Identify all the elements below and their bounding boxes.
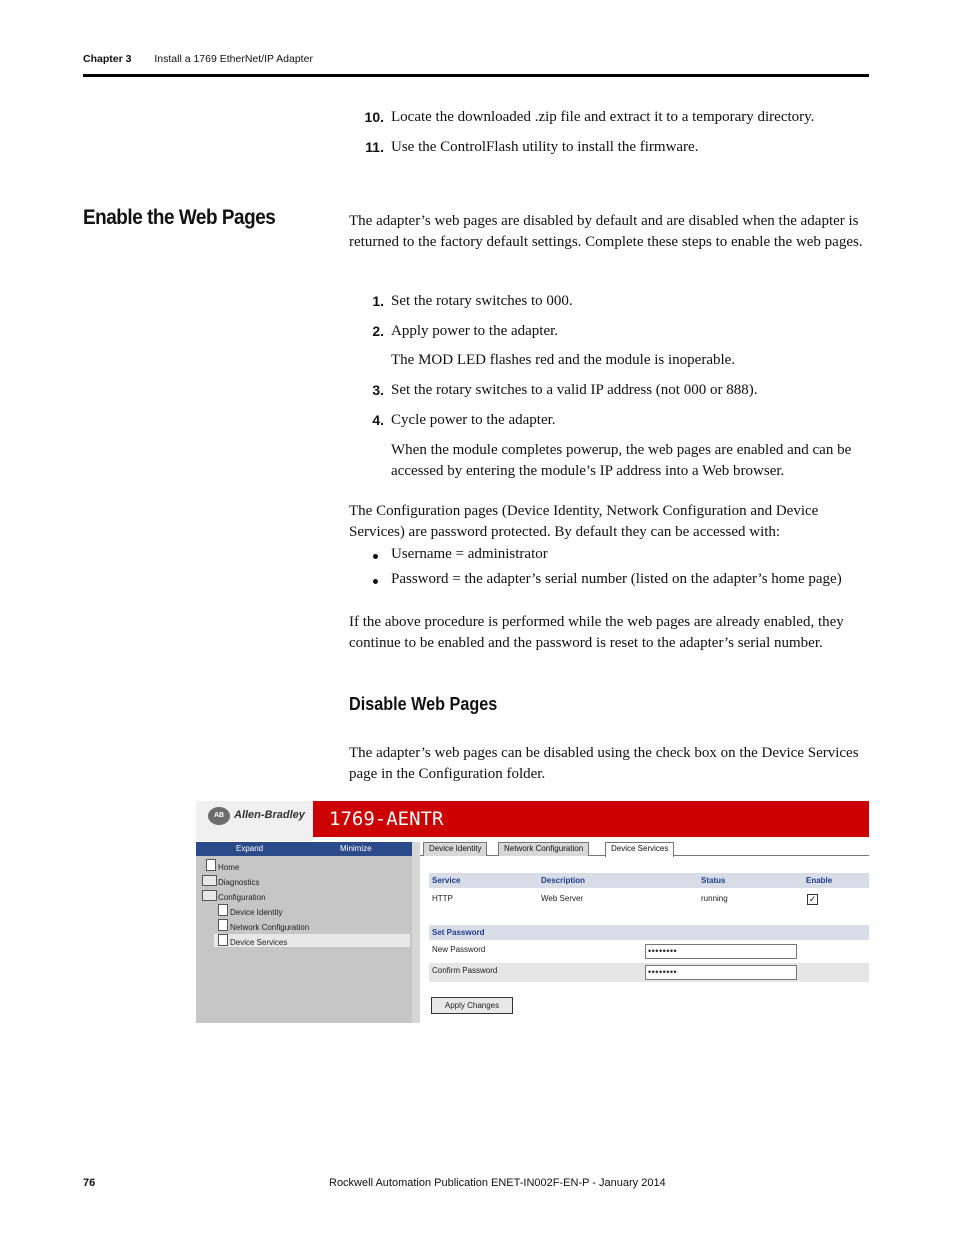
service-name: HTTP [432,894,453,903]
step-number: 1. [372,293,384,309]
publication-info: Rockwell Automation Publication ENET-IN002F-EN-P - January 2014 [329,1177,666,1189]
step-text: Locate the downloaded .zip file and extract it to a temporary directory. [391,109,815,125]
new-password-row [429,942,869,961]
step-number: 11. [365,139,384,155]
tab-device-identity[interactable]: Device Identity [423,842,487,856]
new-password-input[interactable]: •••••••• [645,944,797,959]
bullet-icon [373,579,378,584]
nav-controls [196,842,412,856]
chapter-label: Chapter 3 [83,53,132,65]
page-icon [218,919,228,931]
tab-network-configuration[interactable]: Network Configuration [498,842,589,856]
folder-icon [202,875,217,886]
tree-device-services[interactable]: Device Services [230,938,288,947]
product-title-bar [313,801,869,837]
sidebar-divider [412,842,420,1023]
confirm-password-input[interactable]: •••••••• [645,965,797,980]
col-enable: Enable [806,876,833,885]
step-note: The MOD LED flashes red and the module is inoperable. [391,352,736,368]
enable-checkbox[interactable]: ✓ [808,894,817,904]
service-description: Web Server [541,894,584,903]
tab-device-services[interactable]: Device Services [605,842,674,857]
step-text: Use the ControlFlash utility to install the firmware. [391,139,699,155]
section-title: Enable the Web Pages [83,206,276,229]
page-icon [218,934,228,946]
ab-logo-icon: AB [208,807,230,825]
page-number: 76 [83,1177,96,1189]
tree-device-identity[interactable]: Device Identity [230,908,283,917]
step-text: Apply power to the adapter. [391,323,559,339]
step-text: Set the rotary switches to a valid IP address (not 000 or 888). [391,382,758,398]
confirm-password-row [429,963,869,982]
tree-diagnostics[interactable]: Diagnostics [218,878,260,887]
step-number: 4. [372,412,384,428]
step-number: 2. [372,323,384,339]
config-paragraph: The Configuration pages (Device Identity, Network Configuration and Device Services) are password protected. By default they can be accessed with: [349,503,819,540]
expand-link[interactable]: Expand [236,844,264,853]
confirm-password-label: Confirm Password [432,966,498,975]
step-number: 3. [372,382,384,398]
web-ui-screenshot [196,801,869,1023]
bullet-username: Username = administrator [391,546,548,562]
set-password-header [429,925,869,940]
brand-bar [196,801,313,841]
running-header [83,53,313,65]
product-name: 1769-AENTR [329,808,444,830]
folder-open-icon [202,890,217,901]
set-password-title: Set Password [432,928,485,937]
col-description: Description [541,876,586,885]
header-divider [83,74,869,77]
minimize-link[interactable]: Minimize [340,844,372,853]
nav-sidebar [196,842,420,1023]
table-row [429,891,869,910]
step-number: 10. [364,109,384,125]
bullet-password: Password = the adapter’s serial number (listed on the adapter’s home page) [391,571,842,587]
disable-paragraph: The adapter’s web pages can be disabled using the check box on the Device Services page in the Configuration folder. [349,745,859,782]
repeat-paragraph: If the above procedure is performed while the web pages are already enabled, they continue to be enabled and the password is reset to the adapter’s serial number. [349,614,844,651]
subsection-title: Disable Web Pages [349,694,498,714]
tree-home[interactable]: Home [218,863,240,872]
intro-paragraph: The adapter’s web pages are disabled by default and are disabled when the adapter is returned to the factory default settings. Complete these steps to enable the web pages. [349,213,863,250]
page-icon [206,859,216,871]
apply-changes-button[interactable]: Apply Changes [431,997,513,1014]
service-status: running [701,894,728,903]
new-password-label: New Password [432,945,486,954]
step-text: Cycle power to the adapter. [391,412,556,428]
tree-network-configuration[interactable]: Network Configuration [230,923,310,932]
step-4-note: When the module completes powerup, the web pages are enabled and can be accessed by entering the module’s IP address into a Web browser. [391,442,852,479]
config-panel [420,842,869,1023]
services-header [429,873,869,888]
col-service: Service [432,876,461,885]
brand-name: Allen-Bradley [234,809,305,821]
chapter-title: Install a 1769 EtherNet/IP Adapter [154,53,313,65]
col-status: Status [701,876,726,885]
step-text: Set the rotary switches to 000. [391,293,573,309]
bullet-icon [373,554,378,559]
tree-configuration[interactable]: Configuration [218,893,266,902]
page-icon [218,904,228,916]
